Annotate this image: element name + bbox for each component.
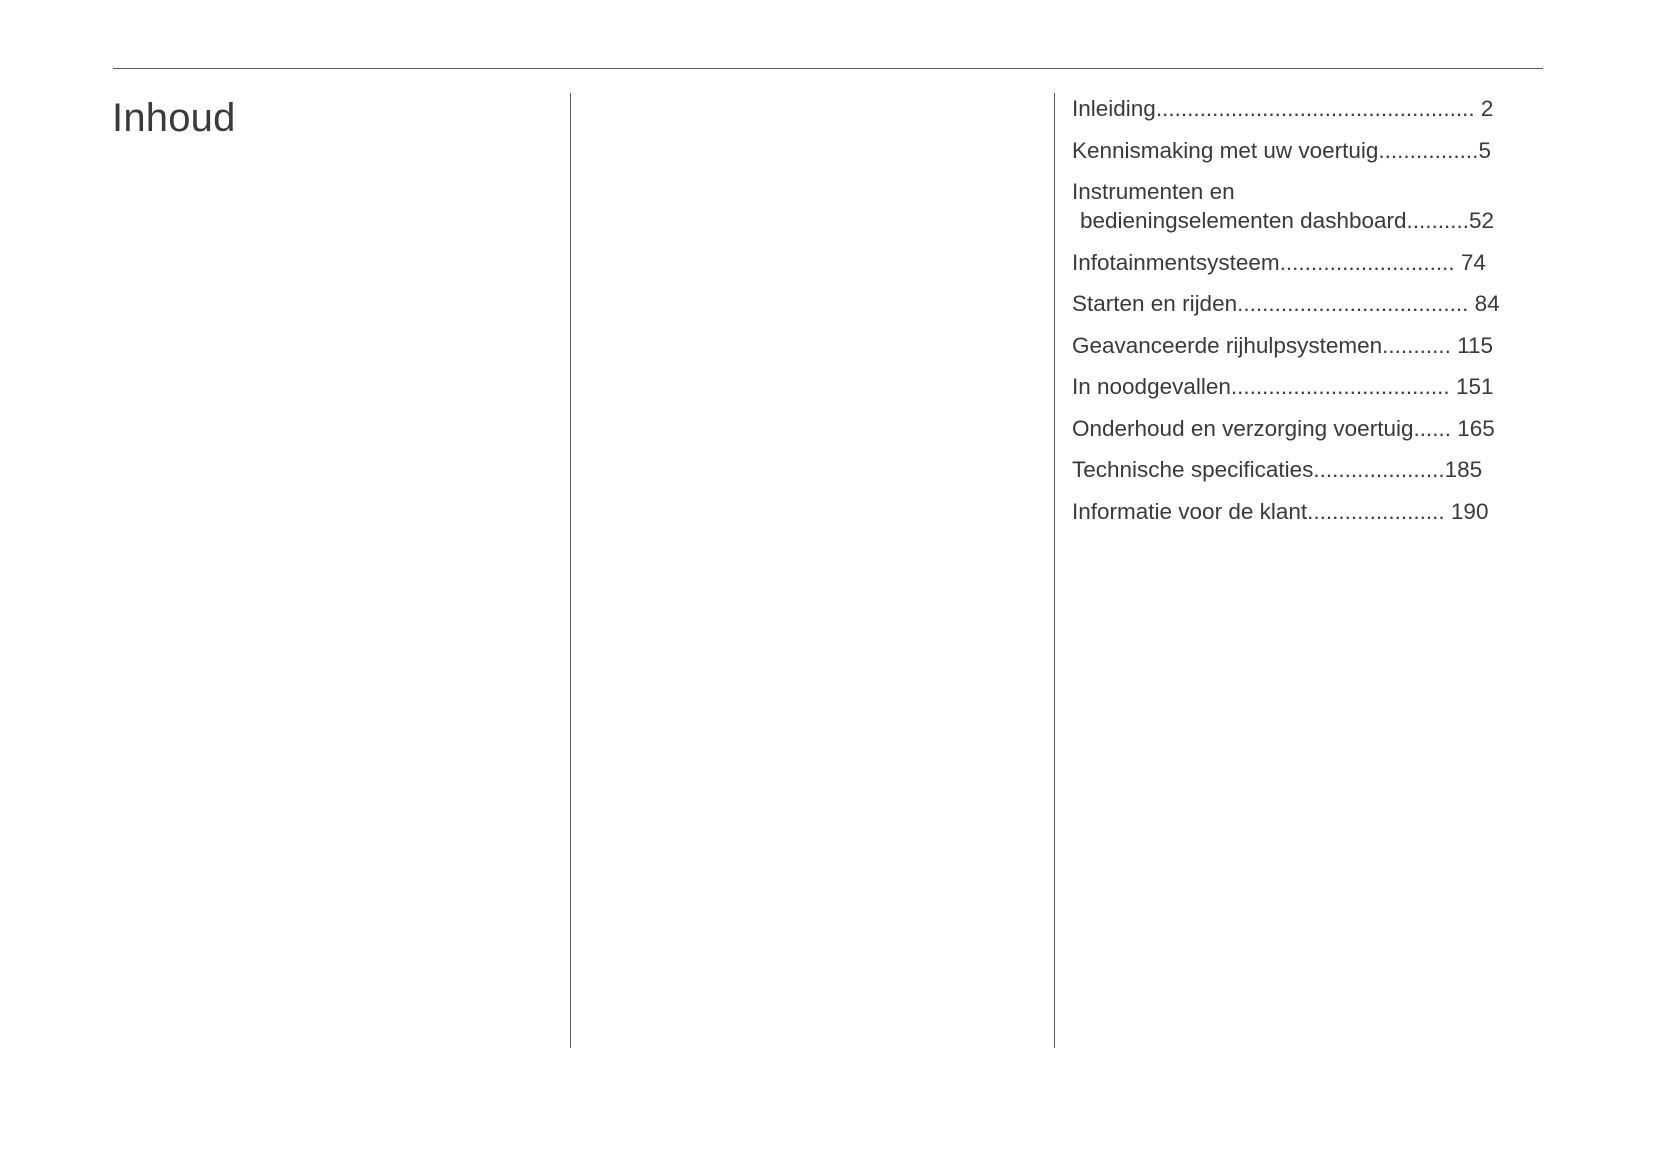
toc-entry-geavanceerde-rijhulpsystemen[interactable] <box>1072 331 1522 360</box>
toc-entry-label: Informatie voor de klant <box>1072 498 1308 524</box>
page-title: Inhoud <box>112 96 236 140</box>
toc-entry-label: Kennismaking met uw voertuig <box>1072 137 1379 163</box>
toc-leader: ..................... <box>1313 457 1445 482</box>
toc-page-number: 84 <box>1474 291 1500 316</box>
toc-entry-kennismaking-met-uw-voertuig[interactable] <box>1072 136 1522 165</box>
toc-entry-onderhoud-en-verzorging-voertuig[interactable] <box>1072 414 1522 443</box>
toc-leader: ................ <box>1378 137 1479 163</box>
toc-entry-informatie-voor-de-klant[interactable] <box>1072 497 1522 526</box>
toc-page-number: 52 <box>1469 208 1495 233</box>
toc-entry-label: Inleiding <box>1072 96 1156 121</box>
toc-page-number: 185 <box>1444 457 1483 482</box>
toc-entry-label-line2: bedieningselementen dashboard <box>1080 208 1407 233</box>
toc-entry-label: Infotainmentsysteem <box>1072 249 1280 275</box>
column-divider-left <box>570 93 571 1048</box>
toc-entry-label: Starten en rijden <box>1072 291 1238 316</box>
toc-page-number: 74 <box>1460 249 1486 275</box>
table-of-contents <box>1072 94 1522 538</box>
toc-entry-label: Onderhoud en verzorging voertuig <box>1072 415 1414 441</box>
toc-page-number: 190 <box>1450 498 1489 524</box>
toc-page-number: 151 <box>1455 374 1494 399</box>
toc-leader: ............................ <box>1279 249 1455 275</box>
toc-entry-in-noodgevallen[interactable] <box>1072 372 1522 401</box>
toc-page-number: 5 <box>1478 137 1491 163</box>
toc-leader: .......... <box>1406 208 1470 233</box>
toc-leader: ........... <box>1382 332 1451 358</box>
toc-entry-label: In noodgevallen <box>1072 374 1231 399</box>
toc-leader: ...... <box>1413 415 1451 441</box>
toc-page-number: 2 <box>1480 96 1494 121</box>
toc-entry-label: Technische specificaties <box>1072 457 1314 482</box>
toc-entry-infotainmentsysteem[interactable] <box>1072 248 1522 277</box>
toc-entry-label: Instrumenten en <box>1072 179 1235 204</box>
middle-column <box>595 93 1035 1048</box>
toc-entry-instrumenten-en-bedieningselementen-dashboard[interactable] <box>1072 177 1522 235</box>
toc-page-number: 165 <box>1457 415 1495 441</box>
toc-entry-inleiding[interactable] <box>1072 94 1522 123</box>
toc-leader: ................................... <box>1230 374 1450 399</box>
column-divider-right <box>1054 93 1055 1048</box>
toc-page-number: 115 <box>1457 332 1494 358</box>
toc-entry-starten-en-rijden[interactable] <box>1072 289 1522 318</box>
header-divider <box>113 68 1543 69</box>
toc-entry-label-continued <box>1072 206 1522 235</box>
toc-leader: ................................................... <box>1155 96 1475 121</box>
toc-entry-technische-specificaties[interactable] <box>1072 455 1522 484</box>
toc-leader: ...................... <box>1307 498 1445 524</box>
toc-leader: ..................................... <box>1237 291 1469 316</box>
toc-entry-label: Geavanceerde rijhulpsystemen <box>1072 332 1383 358</box>
